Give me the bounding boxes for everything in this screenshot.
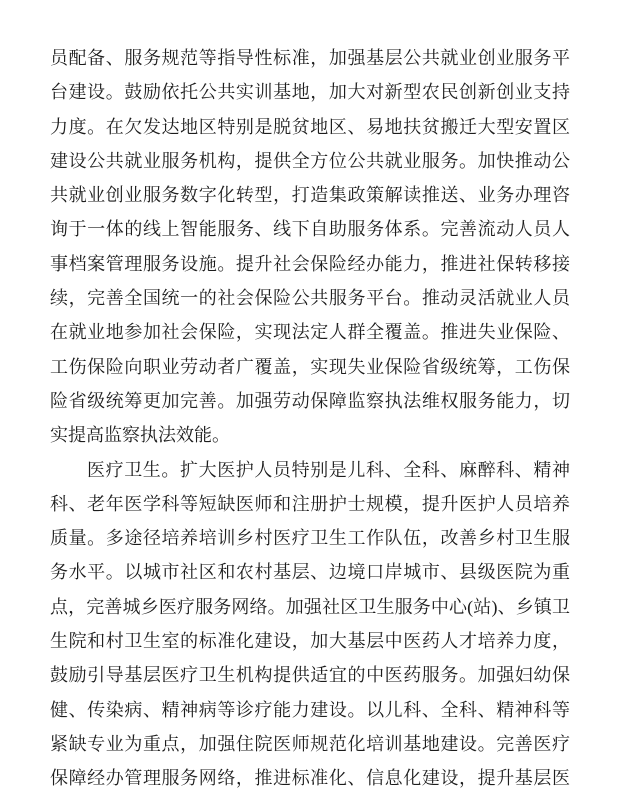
text-line: 共就业创业服务数字化转型，打造集政策解读推送、业务办理咨 — [50, 185, 570, 206]
text-line: 紧缺专业为重点，加强住院医师规范化培训基地建设。完善医疗 — [50, 733, 570, 754]
text-line: 务水平。以城市社区和农村基层、边境口岸城市、县级医院为重 — [50, 562, 570, 583]
text-line: 质量。多途径培养培训乡村医疗卫生工作队伍，改善乡村卫生服 — [50, 528, 570, 549]
text-line: 工伤保险向职业劳动者广覆盖，实现失业保险省级统筹，工伤保 — [50, 356, 570, 377]
text-line: 科、老年医学科等短缺医师和注册护士规模，提升医护人员培养 — [50, 493, 570, 514]
text-line: 实提高监察执法效能。 — [50, 425, 230, 446]
text-line: 生院和村卫生室的标准化建设，加大基层中医药人才培养力度， — [50, 631, 570, 652]
text-line: 询于一体的线上智能服务、线下自助服务体系。完善流动人员人 — [50, 219, 570, 240]
text-line: 事档案管理服务设施。提升社会保险经办能力，推进社保转移接 — [50, 253, 570, 274]
text-line: 台建设。鼓励依托公共实训基地，加大对新型农民创新创业支持 — [50, 82, 570, 103]
text-line: 建设公共就业服务机构，提供全方位公共就业服务。加快推动公 — [50, 150, 570, 171]
text-line: 在就业地参加社会保险，实现法定人群全覆盖。推进失业保险、 — [50, 322, 570, 343]
text-line: 力度。在欠发达地区特别是脱贫地区、易地扶贫搬迁大型安置区 — [50, 116, 570, 137]
text-line: 员配备、服务规范等指导性标准，加强基层公共就业创业服务平 — [50, 48, 570, 68]
text-line: 鼓励引导基层医疗卫生机构提供适宜的中医药服务。加强妇幼保 — [50, 665, 570, 686]
paragraph-medical-health — [50, 453, 570, 796]
text-line: 续，完善全国统一的社会保险公共服务平台。推动灵活就业人员 — [50, 288, 570, 309]
text-line: 点，完善城乡医疗服务网络。加强社区卫生服务中心(站)、乡镇卫 — [50, 596, 570, 617]
text-line: 保障经办管理服务网络，推进标准化、信息化建设，提升基层医 — [50, 768, 570, 789]
text-line: 险省级统筹更加完善。加强劳动保障监察执法维权服务能力，切 — [50, 390, 570, 411]
text-line: 健、传染病、精神病等诊疗能力建设。以儿科、全科、精神科等 — [50, 699, 570, 720]
paragraph-employment-services — [50, 41, 570, 453]
text-line: 医疗卫生。扩大医护人员特别是儿科、全科、麻醉科、精神 — [87, 459, 570, 480]
